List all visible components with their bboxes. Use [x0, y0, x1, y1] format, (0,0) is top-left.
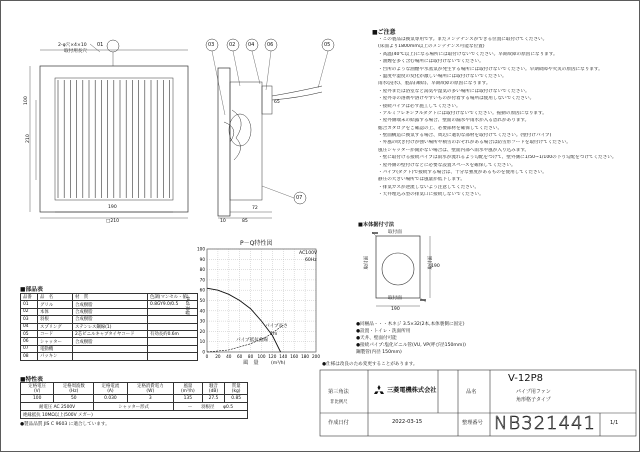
install-bottom-label: 取付面	[388, 296, 402, 301]
parts-cell: 06	[21, 338, 38, 345]
parts-cell: 合成樹脂	[73, 316, 148, 323]
parts-header-row	[21, 294, 198, 301]
specs-row	[21, 395, 248, 403]
parts-cell: 02	[21, 308, 38, 315]
parts-row	[21, 308, 198, 315]
pq-x-tick: 180	[301, 354, 310, 359]
parts-cell: 01	[21, 301, 38, 308]
pq-x-tick: 160	[290, 354, 299, 359]
footer-note-line: ●天井、壁面付可能	[356, 336, 397, 341]
scale: 非比例尺	[330, 400, 348, 405]
pq-xlabel: 風 量	[243, 360, 259, 366]
parts-cell: 羽根	[38, 316, 73, 323]
parts-col: 材 質	[73, 294, 148, 301]
pq-y-tick: 20	[199, 328, 205, 334]
parts-cell: 電動機	[38, 345, 73, 352]
pq-legend-freq: 60Hz	[305, 258, 317, 263]
parts-row	[21, 330, 198, 337]
specs-table	[20, 382, 248, 419]
specs-cell: 3	[127, 395, 173, 403]
front-note: 2-φ穴×4×10	[58, 43, 87, 48]
parts-cell: グリル	[38, 301, 73, 308]
desc-2: 角形格子タイプ	[516, 397, 551, 403]
install-left-label: 取付面	[364, 255, 370, 270]
parts-cell	[73, 353, 148, 360]
note-line: ・パイプ(ダクト)で接続する場合は、十分な強度があるものを使用してください。	[378, 170, 547, 176]
grille	[58, 80, 170, 198]
parts-row	[21, 301, 198, 308]
callout-02: 02	[229, 42, 236, 48]
specs-cell: 27.5	[202, 395, 225, 403]
callout-01: 01	[97, 42, 104, 48]
note-line: ・屋外側の壁付けなどに必要な設置スペースを確保してください。	[378, 162, 516, 168]
date: 2022-03-15	[392, 419, 423, 425]
specs-col: 質量 (kg)	[225, 383, 248, 395]
parts-cell: パッキン	[38, 353, 73, 360]
company-logo	[374, 385, 437, 394]
specs-col: 定格電圧 (V)	[21, 383, 54, 395]
parts-cell: 08	[21, 353, 38, 360]
pq-legend-voltage: AC100V	[299, 251, 318, 256]
parts-cell	[148, 345, 198, 352]
parts-cell: 07	[21, 345, 38, 352]
pq-x-tick: 40	[226, 354, 232, 359]
side-dim-10: 10	[220, 219, 226, 224]
front-view	[30, 40, 188, 218]
specs-header-row	[21, 383, 248, 395]
callout-04: 04	[248, 42, 255, 48]
specs-blade: ー 羽根径 φ0.5	[174, 403, 248, 411]
pq-x-tick: 140	[279, 354, 288, 359]
parts-heading: ■部品表	[20, 287, 43, 293]
specs-cell: 100	[21, 395, 54, 403]
note-line: ・温度や湿度の変化が激しい場所には取付けないでください。	[378, 73, 507, 79]
specs-col: 定格消費電力 (W)	[127, 383, 173, 395]
side-view	[206, 39, 334, 218]
note-line: ・この製品は換気専用です。またメンテナンスができる位置に取付けてください。	[378, 37, 548, 42]
pq-ylabel: 静圧(Pa)	[186, 296, 192, 315]
footer-note-line: 鋼製管(内径 150mm)	[356, 350, 402, 355]
install-heading: ■本体据付寸法	[358, 222, 395, 228]
pq-x-tick: 60	[237, 354, 243, 359]
note-line: 風圧シャッターが開かない場合は、壁面内部へ雨水や風が入り込みます。	[378, 147, 530, 153]
parts-cell	[73, 345, 148, 352]
note-line: ・屋外等の溶剤や溶けやすいものが付着する場所は使用しないでください。	[378, 96, 535, 102]
callout-07: 07	[296, 195, 303, 201]
pq-y-tick: 90	[199, 256, 205, 262]
parts-cell	[148, 323, 198, 330]
pq-annot-pipe: パイプ長さ	[265, 324, 288, 329]
date-label: 作成日付	[328, 420, 349, 426]
pq-x-tick: 80	[247, 354, 254, 359]
parts-row	[21, 345, 198, 352]
specs-heading: ■特性表	[20, 377, 43, 383]
parts-cell	[148, 316, 198, 323]
parts-col: 品 名	[38, 294, 73, 301]
parts-cell: 合成樹脂	[73, 338, 148, 345]
note-line: ・高温(40℃以上)になる場所には取付けないでください。早期故障の原因になります。	[378, 51, 558, 57]
specs-col: 騒音 (dB)	[202, 383, 225, 395]
note-line: 雨水(浸水)、製品(凍結)、早期故障の原因になります。	[378, 81, 491, 87]
specs-col: 定格周波数 (Hz)	[54, 383, 94, 395]
pq-y-tick: 40	[199, 308, 205, 314]
install-dim-h: 190	[431, 264, 440, 269]
footer-notes	[356, 322, 466, 357]
pq-x-tick: 120	[268, 354, 277, 359]
parts-cell: 有効長約0.6m	[148, 330, 198, 337]
note-line: ・台所のような油煙や水蒸気が発生する場所には取付けないでください。早期故障や火災の原因になります。	[378, 66, 603, 72]
number-label: 整理番号	[462, 420, 483, 426]
note-line: 静圧の大きい場所では風量が低下します。	[378, 177, 465, 183]
parts-cell: スプリング	[38, 323, 73, 330]
side-dim-72: 72	[252, 206, 258, 211]
specs-cell: 135	[174, 395, 203, 403]
note-line: ・天井埋込み型の排気口に接続しないでください。	[378, 192, 484, 198]
install-dim-w: 190	[391, 307, 400, 312]
specs-shutter: シャッター形式	[94, 403, 174, 411]
pq-y-tick: 80	[199, 267, 205, 273]
notes-heading: ■ご注意	[372, 29, 396, 36]
pq-x-tick: 200	[312, 354, 320, 359]
pq-annot-1m: 1m	[270, 332, 278, 337]
parts-cell: 0.8GY9.0/0.5	[148, 301, 198, 308]
pq-y-tick: 100	[197, 246, 205, 252]
parts-cell: 本体	[38, 308, 73, 315]
parts-cell	[148, 338, 198, 345]
note-line: ・油煙を多く含む場所には取付けないでください。	[378, 59, 484, 65]
pq-y-tick: 30	[199, 318, 205, 324]
specs-cell: 0.85	[225, 395, 248, 403]
pq-x-tick: 100	[257, 354, 266, 359]
specs-extra-row	[21, 403, 248, 411]
note-line: ・排気ガスが逆流しないよう注意してください。	[378, 184, 480, 190]
specs-footnote: ●製品品質 JIS C 9603 に適合しています。	[20, 422, 110, 427]
footer-note-line: ●接続パイプ:塩化ビニル管(VU, VP(呼び径150mm))	[356, 343, 466, 348]
note-line: ・アルミフレキシブルダクトには取付けないでください。振動の原因になります。	[378, 110, 547, 116]
parts-col: 色調(マンセル・値)	[148, 294, 198, 301]
page-number: 1/1	[610, 420, 619, 426]
parts-cell	[148, 308, 198, 315]
company-name: 三菱電機株式会社	[387, 387, 437, 394]
parts-row	[21, 338, 198, 345]
pq-y-tick: 70	[199, 277, 205, 283]
install-drawing	[372, 232, 430, 306]
dim-left-210: 210	[25, 134, 31, 144]
parts-row	[21, 323, 198, 330]
parts-cell: シャッター	[38, 338, 73, 345]
pq-xunit: (m³/h)	[271, 361, 286, 366]
specs-cell: 50	[54, 395, 94, 403]
callout-05: 05	[324, 42, 331, 48]
dim-left-100: 100	[23, 96, 29, 106]
notes-list	[378, 37, 636, 200]
specs-col: 定格電流 (A)	[94, 383, 127, 395]
parts-cell: 05	[21, 330, 38, 337]
note-line: ・壁に取付ける接続パイプは雨水が流れるよう勾配をつけて、壁外側に1/50~1/100の下り勾配をつけてください。	[378, 155, 617, 161]
note-line: ・屋外側端末の結露する場合、壁面の漏水や雨水が入る恐れがあります。	[378, 118, 530, 124]
pq-y-tick: 0	[202, 349, 205, 355]
pq-grid	[207, 249, 316, 352]
parts-cell: 2芯ビニルキャブタイヤコード	[73, 330, 148, 337]
note-line: 総合カタログをご確認の上、必要部材を確保してください。	[378, 125, 503, 131]
parts-cell: 合成樹脂	[73, 308, 148, 315]
parts-col: 品番	[21, 294, 38, 301]
parts-row	[21, 353, 198, 360]
specs-insulation: 絶縁抵抗 10MΩ以上(500V メガー)	[21, 411, 248, 419]
footer-note-line: ●同梱品・・・木ネジ 3.5×32(2本,本体裏側に固定)	[356, 322, 465, 327]
note-line: ・接続パイプは必ず施工してください。	[378, 103, 461, 109]
model: V-12P8	[508, 373, 543, 384]
install-top-label: 取付面	[388, 230, 402, 235]
specs-withstand: 耐電圧 AC 2500V	[21, 403, 94, 411]
pq-x-tick: 20	[215, 354, 221, 359]
dim-210: □210	[106, 219, 120, 224]
specs-extra-row-2	[21, 411, 248, 419]
parts-cell: 合成樹脂	[73, 301, 148, 308]
pq-annot-curve: パイプ抵抗曲線	[236, 338, 269, 343]
specs-col: 風量 (m³/h)	[174, 383, 203, 395]
note-line: ・外風の吹き付けが強い場所や積雪のおそれがある場合は防雪形フードを取付けてください。	[378, 140, 571, 146]
name-label: 品名	[466, 389, 477, 395]
parts-cell: コード	[38, 330, 73, 337]
mitsubishi-logo-icon	[374, 385, 384, 394]
pq-title: P－Q特性図	[240, 240, 273, 247]
footer-note-line: ●設置・トイレ・洗面所用	[356, 329, 411, 334]
parts-cell	[148, 353, 198, 360]
pq-y-tick: 10	[199, 339, 205, 345]
disclaimer: ●仕様は改良のため変更することがあります。	[322, 362, 418, 367]
parts-row	[21, 316, 198, 323]
note-line: ・屋外または浴室など湯気や湿気の多い場所には取付けないでください。	[378, 88, 530, 94]
drawing-number: NB321441	[494, 413, 596, 434]
callout-03: 03	[208, 42, 215, 48]
side-dim-85: 85	[242, 219, 248, 224]
callout-06: 06	[267, 42, 274, 48]
pq-y-tick: 60	[199, 287, 205, 293]
dim-190: 190	[108, 205, 117, 210]
front-note-2: 取付用長穴	[64, 49, 87, 54]
parts-cell: 03	[21, 316, 38, 323]
install-right-label: 取付面	[428, 255, 434, 270]
parts-table	[20, 293, 198, 361]
pq-x-tick: 0	[205, 354, 209, 359]
specs-cell: 0.030	[94, 395, 127, 403]
parts-cell: 04	[21, 323, 38, 330]
desc-1: パイプ用ファン	[516, 389, 551, 395]
note-line: (床面より1800mm以上のメンテナンス可能な位置)	[378, 44, 485, 50]
pq-y-tick: 50	[199, 298, 205, 303]
parts-cell: ステンレス鋼線(1)	[73, 323, 148, 330]
side-dim-65: 65	[274, 100, 280, 105]
third-angle: 第三角法	[328, 389, 349, 395]
note-line: ・壁面構造に換気する場合、周辺に適切な部材を取付けてください。(壁付けパイプ)	[378, 133, 552, 139]
